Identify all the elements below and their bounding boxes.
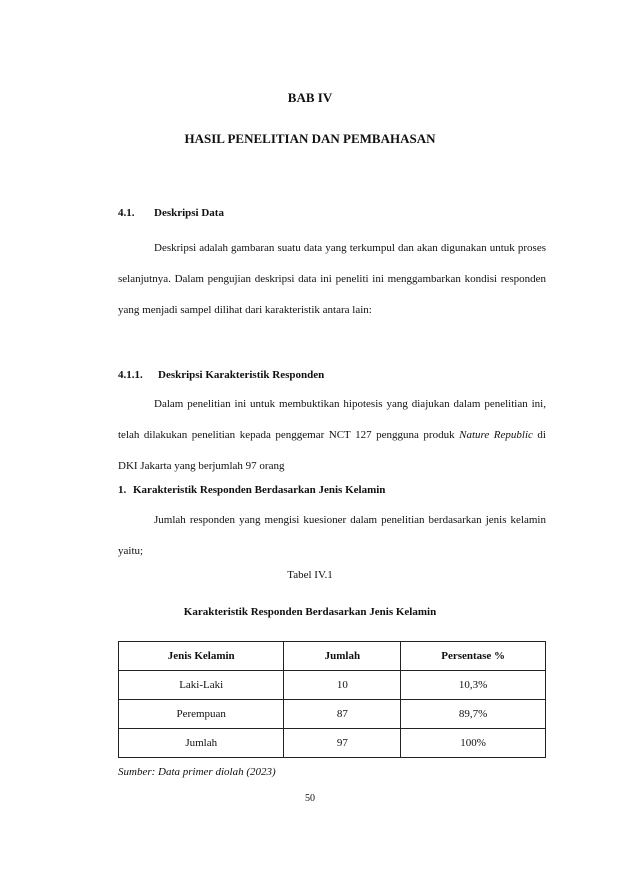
section-title: Deskripsi Karakteristik Responden <box>158 369 325 381</box>
brand-name: Nature Republic <box>459 429 533 441</box>
table-label: Tabel IV.1 <box>287 569 333 581</box>
table-row <box>119 729 546 758</box>
section-4-1-heading <box>118 207 224 219</box>
cell-count: 87 <box>284 700 401 729</box>
page-number: 50 <box>305 793 315 804</box>
paragraph-text: Jumlah responden yang mengisi kuesioner dalam penelitian berdasarkan jenis kelamin yaitu; <box>118 514 546 557</box>
subsection-1-heading <box>118 484 385 496</box>
section-number: 4.1.1. <box>118 369 143 381</box>
subsection-number: 1. <box>118 484 127 496</box>
table-row <box>119 671 546 700</box>
table-source: Sumber: Data primer diolah (2023) <box>118 766 276 778</box>
chapter-label: BAB IV <box>287 90 333 105</box>
header-gender: Jenis Kelamin <box>119 642 284 671</box>
paragraph-gender <box>118 505 546 567</box>
header-percentage: Persentase % <box>401 642 546 671</box>
cell-percentage: 89,7% <box>401 700 546 729</box>
section-title: Deskripsi Data <box>154 207 224 219</box>
cell-percentage: 10,3% <box>401 671 546 700</box>
cell-gender: Jumlah <box>119 729 284 758</box>
paragraph-respondents <box>118 389 546 482</box>
paragraph-text: Deskripsi adalah gambaran suatu data yang terkumpul dan akan digunakan untuk proses selanjutnya. Dalam pengujian deskripsi data ini peneliti ini menggambarkan kondisi responden yang menjadi sampel dilihat dari karakteristik antara lain: <box>118 242 546 316</box>
cell-percentage: 100% <box>401 729 546 758</box>
header-count: Jumlah <box>284 642 401 671</box>
paragraph-description <box>118 233 546 326</box>
cell-count: 97 <box>284 729 401 758</box>
cell-gender: Perempuan <box>119 700 284 729</box>
cell-gender: Laki-Laki <box>119 671 284 700</box>
table-row <box>119 700 546 729</box>
paragraph-text-part: Dalam penelitian ini untuk membuktikan hipotesis yang diajukan dalam penelitian ini, telah dilakukan penelitian kepada penggemar NCT 127 pengguna produk <box>118 398 546 441</box>
table-title: Karakteristik Responden Berdasarkan Jenis Kelamin <box>183 606 437 618</box>
paragraph-text-part: di DKI Jakarta yang berjumlah 97 orang <box>118 429 546 472</box>
subsection-title: Karakteristik Responden Berdasarkan Jenis Kelamin <box>133 484 386 496</box>
paragraph-text <box>118 389 546 482</box>
section-4-1-1-heading <box>118 369 324 381</box>
table-header-row <box>119 642 546 671</box>
gender-table <box>118 641 546 758</box>
cell-count: 10 <box>284 671 401 700</box>
section-number: 4.1. <box>118 207 135 219</box>
chapter-title: HASIL PENELITIAN DAN PEMBAHASAN <box>184 131 436 146</box>
